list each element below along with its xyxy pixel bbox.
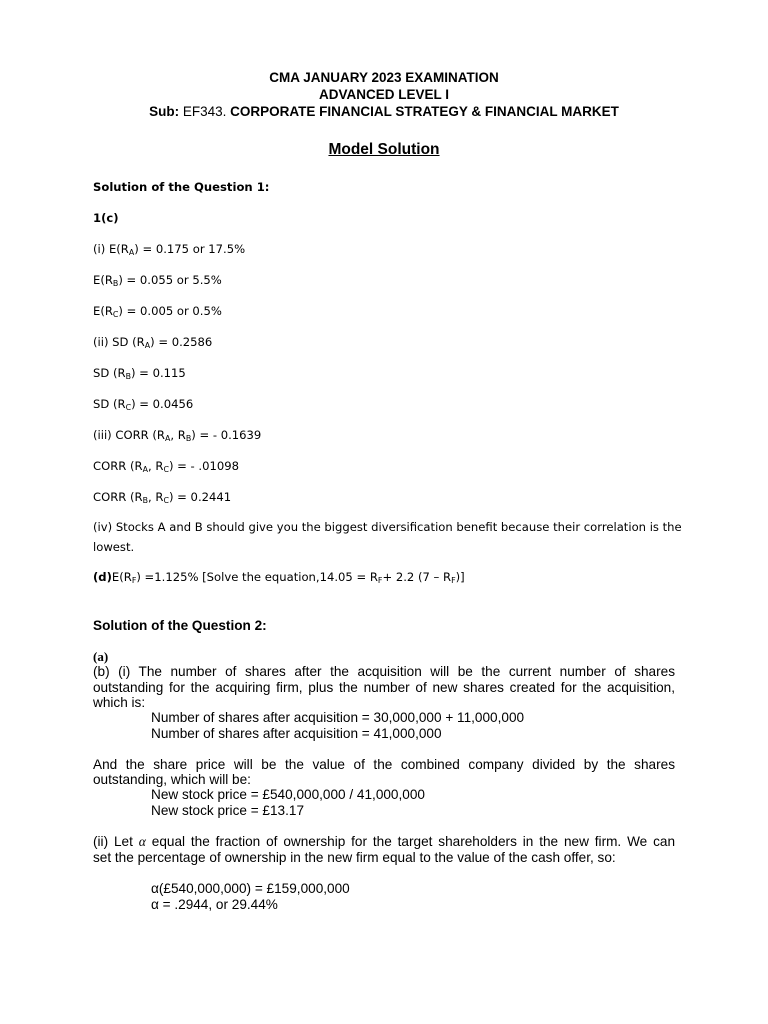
alpha-symbol: α <box>138 834 146 849</box>
q2-price-eq2: New stock price = £13.17 <box>151 803 305 818</box>
subject-line <box>0 104 768 119</box>
q2-b-line3: which is: <box>93 695 146 710</box>
q1-sd-a: (ii) SD $(R_A) = 0.2586$ <box>93 335 213 351</box>
q1-sd-b: SD $(R_B) = 0.115$ <box>93 366 186 382</box>
subject-label: Sub: <box>149 104 180 119</box>
q2-heading: Solution of the Question 2: <box>93 618 267 633</box>
q1-iv-line1: (iv) Stocks A and B should give you the biggest diversification benefit because their correlation is the <box>93 520 682 534</box>
q2-b-line2: outstanding for the acquiring firm, plus the number of new shares created for the acquisition, <box>93 680 675 695</box>
exam-title: CMA JANUARY 2023 EXAMINATION <box>269 70 499 85</box>
q1-heading: Solution of the Question 1: <box>93 180 270 194</box>
exam-level: ADVANCED LEVEL I <box>318 87 450 102</box>
q1-part-label: 1(c) <box>93 211 119 225</box>
model-solution-heading: Model Solution <box>328 141 440 158</box>
q1-expected-return-c: $E(R_C) = 0.005$ or 0.5% <box>93 304 222 320</box>
q2-ii-line1: (ii) Let α equal the fraction of ownership for the target shareholders in the new firm. We can <box>93 834 675 849</box>
q1-corr-ab: (iii) CORR ($R_A$, $R_B$) = - 0.1639 <box>93 428 262 444</box>
q2-alpha-eq2: α = .2944, or 29.44% <box>151 897 278 912</box>
q1-corr-bc: CORR ($R_B$, $R_C) = 0.2441$ <box>93 490 232 506</box>
q2-b-line1: (b) (i) The number of shares after the acquisition will be the current number of shares <box>93 664 675 679</box>
q2-part-a: (a) <box>93 649 109 664</box>
q2-shares-eq2: Number of shares after acquisition = 41,000,000 <box>151 726 442 741</box>
q2-ii-line2: set the percentage of ownership in the new firm equal to the value of the cash offer, so: <box>93 850 616 865</box>
subject-code: EF343. <box>182 104 227 119</box>
q2-price-line2: outstanding, which will be: <box>93 772 251 787</box>
q2-price-eq1: New stock price = £540,000,000 / 41,000,000 <box>151 787 425 802</box>
q2-shares-eq1: Number of shares after acquisition = 30,000,000 + 11,000,000 <box>151 710 525 725</box>
q2-price-line1: And the share price will be the value of the combined company divided by the shares <box>93 757 675 772</box>
q1-part-d: $(d)E(R_F) =1.125\%$ [Solve the equation,14.05 = $R_F+ 2.2$ $(7 - R_F)$] <box>93 570 465 586</box>
q1-iv-line2: lowest. <box>93 540 135 554</box>
subject-title: CORPORATE FINANCIAL STRATEGY & FINANCIAL MARKET <box>230 104 619 119</box>
q1-expected-return-b: $E(R_B) = 0.055$ or 5.5% <box>93 273 222 289</box>
q2-alpha-eq1: α(£540,000,000) = £159,000,000 <box>151 881 350 896</box>
q1-expected-return-a: (i) $E(R_A) = 0.175$ or 17.5% <box>93 242 246 258</box>
q1-corr-ac: CORR ($R_A$, $R_C$) = - .01098 <box>93 459 239 475</box>
q1-sd-c: SD $(R_C) = 0.0456$ <box>93 397 194 413</box>
